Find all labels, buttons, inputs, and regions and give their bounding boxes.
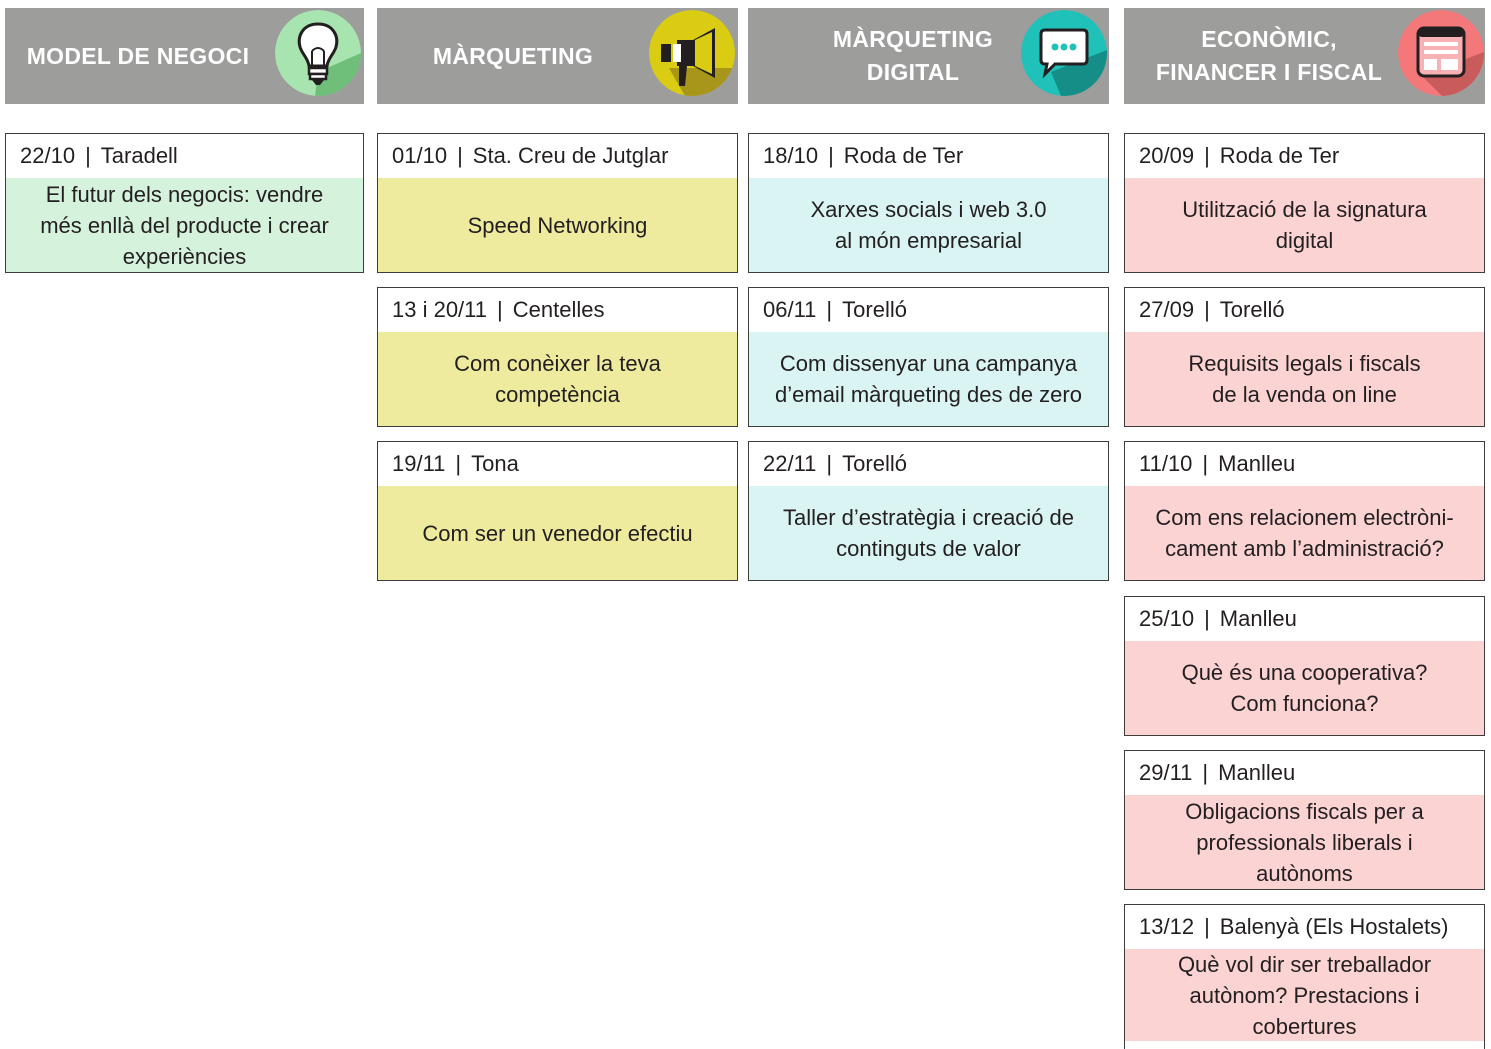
- event-date: 18/10: [763, 143, 819, 168]
- separator: |: [828, 143, 834, 168]
- event-body: [749, 332, 1108, 426]
- event-date-place: [6, 134, 363, 178]
- event-card[interactable]: [377, 441, 738, 581]
- event-title: Què vol dir ser treballador autònom? Prestacions i cobertures: [1177, 951, 1432, 1039]
- event-body: [749, 486, 1108, 580]
- event-date-place: [1125, 905, 1484, 949]
- event-card[interactable]: [377, 133, 738, 273]
- event-card[interactable]: [1124, 287, 1485, 427]
- event-place: Roda de Ter: [843, 143, 964, 168]
- separator: |: [1202, 760, 1209, 785]
- event-body: [378, 178, 737, 272]
- separator: |: [455, 451, 462, 476]
- event-card[interactable]: [748, 441, 1109, 581]
- column-title: ECONÒMIC, FINANCER I FISCAL: [1155, 26, 1383, 85]
- event-body: [1125, 949, 1484, 1041]
- event-place: Taradell: [100, 143, 178, 168]
- event-date: 11/10: [1139, 451, 1193, 476]
- event-date-place: [749, 442, 1108, 486]
- document-icon: [1398, 10, 1484, 96]
- event-date: 25/10: [1139, 606, 1195, 631]
- event-body: [1125, 332, 1484, 426]
- column-header: [5, 8, 364, 104]
- event-place: Tona: [471, 451, 519, 476]
- event-date-place: [749, 288, 1108, 332]
- event-date-place: [749, 134, 1108, 178]
- event-date-place: [378, 442, 737, 486]
- column-marqueting: [377, 0, 738, 1041]
- event-place: Sta. Creu de Jutglar: [472, 143, 669, 168]
- event-card[interactable]: [1124, 750, 1485, 890]
- event-card[interactable]: [1124, 133, 1485, 273]
- event-date: 01/10: [392, 143, 448, 168]
- event-date: 13/12: [1139, 914, 1195, 939]
- event-body: [1125, 178, 1484, 272]
- event-body: [378, 486, 737, 580]
- event-body: [749, 178, 1108, 272]
- event-title: Què és una cooperativa? Com funciona?: [1181, 660, 1428, 716]
- event-title: Taller d’estratègia i creació de continguts de valor: [782, 505, 1075, 561]
- event-date: 22/10: [20, 143, 76, 168]
- separator: |: [1204, 143, 1210, 168]
- event-place: Manlleu: [1218, 760, 1296, 785]
- event-date-place: [1125, 751, 1484, 795]
- separator: |: [826, 451, 833, 476]
- event-card[interactable]: [377, 287, 738, 427]
- event-body: [378, 332, 737, 426]
- separator: |: [85, 143, 91, 168]
- event-title: Requisits legals i fiscals de la venda on line: [1188, 351, 1421, 407]
- event-place: Manlleu: [1219, 606, 1297, 631]
- column-marqueting-digital: [748, 0, 1109, 1041]
- event-body: [1125, 641, 1484, 735]
- event-date: 29/11: [1139, 760, 1193, 785]
- separator: |: [1204, 914, 1210, 939]
- event-date: 13 i 20/11: [392, 297, 488, 322]
- event-title: Com ser un venedor efectiu: [422, 520, 693, 546]
- event-body: [6, 178, 363, 272]
- event-title: Utilització de la signatura digital: [1182, 197, 1427, 253]
- event-date-place: [1125, 442, 1484, 486]
- event-place: Manlleu: [1218, 451, 1296, 476]
- event-title: El futur dels negocis: vendre més enllà del producte i crear experiències: [40, 181, 329, 269]
- event-place: Balenyà (Els Hostalets): [1219, 914, 1449, 939]
- column-header: [1124, 8, 1485, 104]
- event-date: 06/11: [763, 297, 817, 322]
- column-title: MÀRQUETING: [432, 42, 594, 69]
- column-header: [748, 8, 1109, 104]
- column-title: MODEL DE NEGOCI: [26, 42, 250, 69]
- column-header: [377, 8, 738, 104]
- event-date-place: [378, 288, 737, 332]
- event-place: Torelló: [842, 451, 907, 476]
- event-title: Speed Networking: [467, 212, 648, 238]
- event-date-place: [1125, 597, 1484, 641]
- event-title: Xarxes socials i web 3.0 al món empresarial: [810, 197, 1047, 253]
- lightbulb-icon: [275, 10, 361, 96]
- event-date: 20/09: [1139, 143, 1195, 168]
- event-place: Torelló: [842, 297, 907, 322]
- separator: |: [497, 297, 503, 322]
- separator: |: [1204, 606, 1210, 631]
- column-model-de-negoci: [5, 0, 364, 1041]
- megaphone-icon: [649, 10, 735, 96]
- event-title: Com conèixer la teva competència: [454, 351, 661, 407]
- event-date: 19/11: [392, 451, 446, 476]
- separator: |: [1204, 297, 1210, 322]
- event-card[interactable]: [1124, 904, 1485, 1049]
- event-place: Roda de Ter: [1219, 143, 1340, 168]
- event-date-place: [1125, 134, 1484, 178]
- event-card[interactable]: [1124, 441, 1485, 581]
- event-card[interactable]: [5, 133, 364, 273]
- separator: |: [1202, 451, 1209, 476]
- event-place: Centelles: [512, 297, 605, 322]
- event-date: 22/11: [763, 451, 817, 476]
- column-title: MÀRQUETING DIGITAL: [832, 26, 994, 85]
- column-economic-financer-fiscal: [1124, 0, 1485, 1041]
- event-title: Com dissenyar una campanya d’email màrqueting des de zero: [775, 351, 1082, 407]
- event-date-place: [1125, 288, 1484, 332]
- separator: |: [826, 297, 833, 322]
- event-title: Obligacions fiscals per a professionals liberals i autònoms: [1185, 798, 1424, 886]
- chat-bubble-icon: [1021, 10, 1107, 96]
- event-card[interactable]: [1124, 596, 1485, 736]
- event-date-place: [378, 134, 737, 178]
- event-body: [1125, 795, 1484, 889]
- separator: |: [457, 143, 463, 168]
- event-date: 27/09: [1139, 297, 1195, 322]
- event-card[interactable]: [748, 133, 1109, 273]
- event-title: Com ens relacionem electròni- cament amb l’administració?: [1155, 505, 1454, 561]
- event-place: Torelló: [1219, 297, 1285, 322]
- event-card[interactable]: [748, 287, 1109, 427]
- event-body: [1125, 486, 1484, 580]
